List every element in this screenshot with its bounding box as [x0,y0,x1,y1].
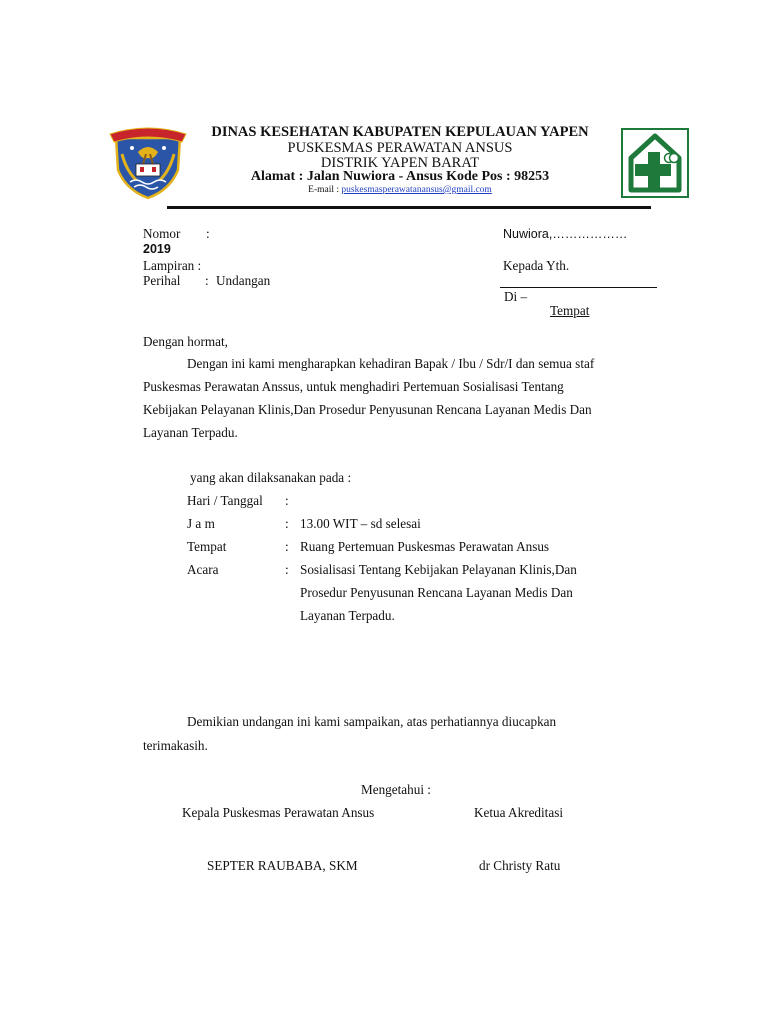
detail-label-date: Hari / Tanggal [187,493,263,508]
recipient-label: Kepada Yth. [503,258,570,273]
detail-label-agenda: Acara [187,562,219,577]
body-paragraph-line: Puskesmas Perawatan Anssus, untuk menghadiri Pertemuan Sosialisasi Tentang [143,379,564,394]
closing-line: terimakasih. [143,738,208,753]
acknowledged-label: Mengetahui : [361,782,431,797]
perihal-label: Perihal [143,273,181,288]
letterhead-district: DISTRIK YAPEN BARAT [320,155,480,171]
detail-colon: : [285,493,289,508]
tempat-label: Tempat [550,303,590,318]
detail-colon: : [285,539,289,554]
puskesmas-logo [621,128,689,198]
left-signatory-name: SEPTER RAUBABA, SKM [207,858,358,873]
nomor-year: 2019 [143,242,171,256]
letterhead-agency: DINAS KESEHATAN KABUPATEN KEPULAUAN YAPEN [211,124,589,140]
nomor-label: Nomor [143,226,181,241]
schedule-intro: yang akan dilaksanakan pada : [190,470,352,485]
detail-colon: : [285,516,289,531]
right-signatory-name: dr Christy Ratu [479,858,561,873]
perihal-value: Undangan [216,273,271,288]
detail-label-place: Tempat [187,539,227,554]
left-signatory-title: Kepala Puskesmas Perawatan Ansus [182,805,375,820]
body-paragraph-line: Dengan ini kami mengharapkan kehadiran Bapak / Ibu / Sdr/I dan semua staf [187,356,595,371]
detail-value-agenda: Sosialisasi Tentang Kebijakan Pelayanan Klinis,Dan [300,562,577,577]
letterhead-divider [167,206,651,209]
letterhead-address: Alamat : Jalan Nuwiora - Ansus Kode Pos : 98253 [250,169,550,184]
place-date: Nuwiora,……………… [503,227,628,241]
perihal-colon: : [205,273,209,288]
right-signatory-title: Ketua Akreditasi [474,805,563,820]
detail-value-agenda-cont: Prosedur Penyusunan Rencana Layanan Medis Dan [300,585,573,600]
body-paragraph-line: Kebijakan Pelayanan Klinis,Dan Prosedur Penyusunan Rencana Layanan Medis Dan [143,402,592,417]
email-link[interactable]: puskesmasperawatanansus@gmail.com [341,185,492,195]
detail-label-time: J a m [187,516,215,531]
body-paragraph-line: Layanan Terpadu. [143,425,238,440]
letterhead-clinic: PUSKESMAS PERAWATAN ANSUS [287,140,513,156]
detail-value-time: 13.00 WIT – sd selesai [300,516,421,531]
nomor-colon: : [206,226,210,241]
recipient-underline [500,287,657,288]
detail-colon: : [285,562,289,577]
letterhead-email-line [190,185,610,195]
detail-value-place: Ruang Pertemuan Puskesmas Perawatan Ansus [300,539,550,554]
detail-value-agenda-cont: Layanan Terpadu. [300,608,395,623]
di-label: Di – [504,289,528,304]
regency-emblem-logo [108,124,188,200]
salutation: Dengan hormat, [143,334,228,349]
lampiran-label: Lampiran : [143,258,202,273]
email-label: E-mail : [308,185,342,195]
closing-line: Demikian undangan ini kami sampaikan, atas perhatiannya diucapkan [187,714,557,729]
